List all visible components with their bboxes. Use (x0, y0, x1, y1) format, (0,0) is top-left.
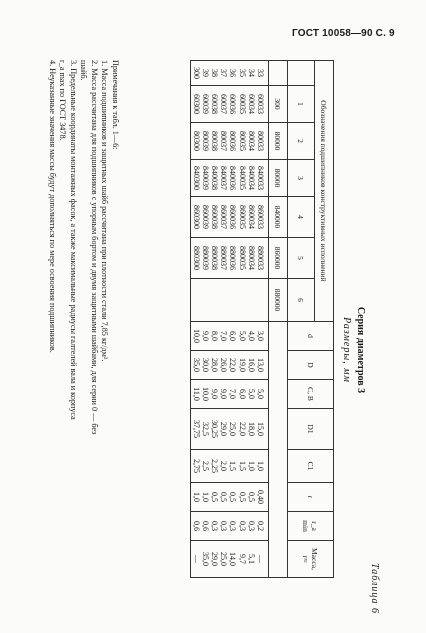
table-cell: 840300 (191, 166, 201, 190)
table-cell: 4,0 (246, 331, 256, 341)
table-cell: 60036 (228, 94, 238, 114)
table-cell: 22,0 (237, 422, 247, 436)
table-cell: 1,0 (256, 461, 265, 471)
col-C1-cells (191, 450, 269, 483)
col-0 (288, 61, 315, 86)
col-6: 6 (288, 279, 315, 322)
col-4: 4 (288, 197, 315, 238)
table-cell: 30,0 (200, 358, 210, 372)
table-cell: 0,6 (191, 521, 201, 531)
col-d-cells (191, 322, 269, 351)
table-cell: 0,6 (200, 521, 210, 531)
table-cell: 29,0 (209, 552, 219, 566)
col-2: 2 (288, 123, 315, 160)
table-cell: 0,40 (256, 490, 265, 504)
col-1-cells (191, 86, 269, 123)
design-code-1: 300 (269, 86, 288, 123)
col-r: r (288, 483, 334, 512)
table-cell: 5,0 (246, 389, 256, 399)
table-cell: 1,0 (246, 461, 256, 471)
col-ra-cells (191, 512, 269, 541)
table-cell: 80300 (191, 131, 201, 151)
group-header: Обозначения подшипников конструктивных исполнений (315, 61, 334, 322)
table-cell: 0,3 (219, 521, 229, 531)
note-1: 1. Масса подшипников и защитных шайб рассчитана при плотности стали 7,85 кг/дм³. (100, 60, 110, 362)
table-cell: 0,3 (246, 521, 256, 531)
table-cell: 9,7 (237, 554, 247, 564)
table-cell: 880039 (200, 246, 210, 270)
table-cell: 860037 (219, 205, 229, 229)
table-cell: 840036 (228, 166, 238, 190)
table-cell: 3,0 (256, 331, 265, 341)
note-4: 4. Неуказанные значения массы будут дополняться по мере освоения подшипников. (48, 60, 57, 353)
table-cell: 16,0 (246, 358, 256, 372)
col-C-B: C, B (288, 380, 334, 409)
table-cell: 0,5 (228, 492, 238, 502)
table-cell: 9,0 (200, 331, 210, 341)
table-cell: 6,0 (237, 389, 247, 399)
table-cell: 36 (228, 69, 238, 77)
table-body (191, 61, 269, 578)
table-cell: 840037 (219, 166, 229, 190)
table-cell: 880034 (246, 246, 256, 270)
table-cell: 860300 (191, 205, 201, 229)
design-code-2: 80000 (269, 123, 288, 160)
table-cell: 80036 (228, 131, 238, 151)
col-D-cells (191, 351, 269, 380)
col-mass: Масса, г≈ (288, 541, 334, 578)
table-cell: 33 (256, 69, 265, 77)
table-cell: 60035 (237, 94, 247, 114)
note-2: 2. Масса рассчитана для подшипников с упорным бортом и двумя защитными шайбами, для серии 0 — без (90, 60, 99, 435)
table-cell: 39 (200, 69, 210, 77)
col-2-cells (191, 123, 269, 160)
table-cell: 0,3 (209, 521, 219, 531)
notes-heading: Примечания к табл. 1—6: (111, 60, 120, 150)
page-header: ГОСТ 10058—90 С. 9 (292, 28, 395, 39)
table-data-row (191, 61, 269, 578)
table-cell: 80034 (246, 131, 256, 151)
table-cell: 6,0 (228, 331, 238, 341)
table-cell: 860039 (200, 205, 210, 229)
col-d: d (288, 322, 334, 351)
table-cell: 860035 (237, 205, 247, 229)
table-cell: 880037 (219, 246, 229, 270)
table-cell: 840038 (209, 166, 219, 190)
table-cell: 860033 (256, 205, 265, 229)
table-cell: 1,5 (228, 461, 238, 471)
table-cell: 860034 (246, 205, 256, 229)
table-cell: 13,0 (256, 358, 265, 372)
col-6-cells (191, 279, 269, 322)
table-cell: 25,0 (228, 422, 238, 436)
table-cell: 840035 (237, 166, 247, 190)
table-cell: 9,0 (219, 389, 229, 399)
col-D1: D1 (288, 409, 334, 450)
col-D: D (288, 351, 334, 380)
table-cell: 0,3 (237, 521, 247, 531)
table-cell: 300 (191, 67, 201, 79)
table-cell: 80037 (219, 131, 229, 151)
table-cell: 2,75 (191, 459, 201, 473)
table-cell: — (191, 555, 201, 563)
table-cell: 80038 (209, 131, 219, 151)
table-cell: 38 (209, 69, 219, 77)
table-cell: 28,0 (209, 358, 219, 372)
table-cell: 0,5 (209, 492, 219, 502)
table-cell: 15,0 (256, 422, 265, 436)
sizes-title: Размеры, мм (341, 317, 352, 383)
table-cell: 0,5 (219, 492, 229, 502)
notes-block (47, 60, 121, 620)
col-n-cells (191, 61, 269, 86)
col-C-cells (191, 380, 269, 409)
table-cell: 880036 (228, 246, 238, 270)
table-cell: 30,25 (209, 420, 219, 438)
table-cell: 2,0 (219, 461, 229, 471)
table-cell: 80033 (256, 131, 265, 151)
table-cell: 1,0 (191, 492, 201, 502)
table-cell: 35 (237, 69, 247, 77)
table-cell: 9,0 (209, 389, 219, 399)
table-cell: 880035 (237, 246, 247, 270)
table-cell: 860036 (228, 205, 238, 229)
table-cell: 8,0 (209, 331, 219, 341)
design-code-3: 80000 (269, 160, 288, 197)
table-cell: 60034 (246, 94, 256, 114)
col-m-cells (191, 541, 269, 578)
table-cell: 26,0 (219, 358, 229, 372)
col-5: 5 (288, 238, 315, 279)
table-cell: 840034 (246, 166, 256, 190)
table-cell: 0,5 (237, 492, 247, 502)
table-cell: 60039 (200, 94, 210, 114)
table-cell: 2,5 (200, 461, 210, 471)
table-cell: 1,5 (237, 461, 247, 471)
table-cell: 0,5 (246, 492, 256, 502)
table-cell: 35,0 (191, 358, 201, 372)
table-cell: 60037 (219, 94, 229, 114)
table-cell: 880038 (209, 246, 219, 270)
table-cell: 880300 (191, 246, 201, 270)
col-4-cells (191, 197, 269, 238)
table-cell: 80035 (237, 131, 247, 151)
table-cell: 7,0 (219, 331, 229, 341)
table-cell: 34 (246, 69, 256, 77)
col-C1: C1 (288, 450, 334, 483)
table-cell: 1,0 (200, 492, 210, 502)
col-3-cells (191, 160, 269, 197)
table-cell: 60038 (209, 94, 219, 114)
rotated-page-content (38, 60, 378, 620)
table-cell: 18,0 (246, 422, 256, 436)
table-label: Таблица 6 (369, 563, 380, 614)
table-cell: 2,25 (209, 459, 219, 473)
note-3-cont: r_a max по ГОСТ 3478. (58, 60, 68, 141)
table-cell: 29,0 (219, 422, 229, 436)
table-cell: 35,0 (200, 552, 210, 566)
table-cell: 37 (219, 69, 229, 77)
note-2-cont: шайб. (79, 60, 89, 81)
table-cell: 11,0 (191, 387, 201, 401)
table-cell: 25,0 (219, 552, 229, 566)
table-cell: 32,5 (200, 422, 210, 436)
series-title: Серия диаметров 3 (355, 306, 366, 394)
note-3: 3. Предельные координаты монтажных фасок, а также максимальные радиусы галтелей вала и корпуса (69, 60, 78, 420)
table-cell: 0,2 (256, 521, 265, 531)
table-cell: 14,0 (228, 552, 238, 566)
col-5-cells (191, 238, 269, 279)
table-cell: 60033 (256, 94, 265, 114)
col-3: 3 (288, 160, 315, 197)
table-cell: 840039 (200, 166, 210, 190)
code-spacer (269, 322, 288, 578)
table-cell: 80039 (200, 131, 210, 151)
col-r-cells (191, 483, 269, 512)
bearing-table (190, 60, 334, 578)
table-cell: 22,0 (228, 358, 238, 372)
table-cell: 5,1 (246, 554, 256, 564)
table-cell: 7,0 (228, 389, 238, 399)
table-cell: 880033 (256, 246, 265, 270)
table-cell: 860038 (209, 205, 219, 229)
table-cell: 5,0 (237, 331, 247, 341)
table-cell: 10,0 (191, 329, 201, 343)
table-cell: 5,0 (256, 389, 265, 399)
table-cell: 60300 (191, 94, 201, 114)
code-prefix (269, 61, 288, 86)
design-code-4: 840000 (269, 197, 288, 238)
col-D1-cells (191, 409, 269, 450)
table-cell: 10,0 (200, 387, 210, 401)
table-cell: 19,0 (237, 358, 247, 372)
design-code-6: 880000 (269, 279, 288, 322)
table-cell: 840033 (256, 166, 265, 190)
table-cell: 0,3 (228, 521, 238, 531)
table-cell: 37,75 (191, 420, 201, 438)
table-cell: — (256, 555, 265, 563)
design-code-5: 860000 (269, 238, 288, 279)
col-1: 1 (288, 86, 315, 123)
col-ra-min: r_a min (288, 512, 334, 541)
